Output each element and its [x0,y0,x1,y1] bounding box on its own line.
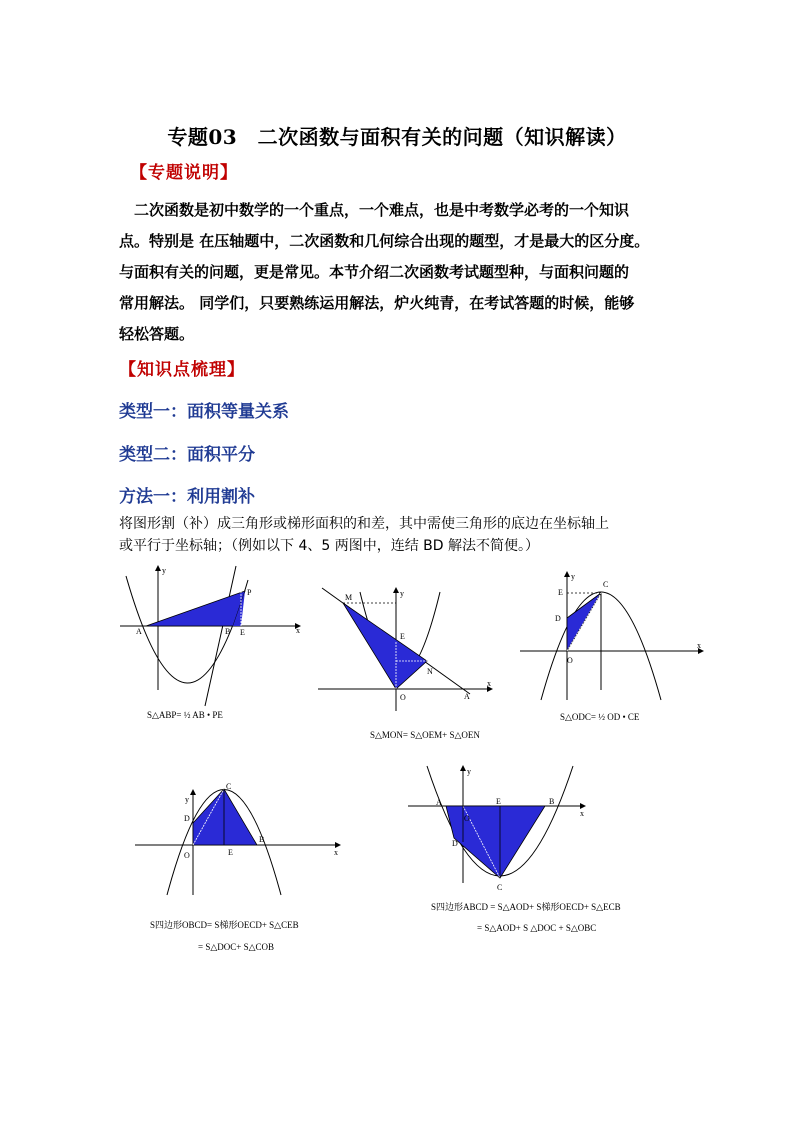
figure-2 [318,588,492,740]
fig5-label-D: D [452,839,458,848]
fig3-label-y: y [571,572,575,581]
fig5-label-A: A [436,798,442,807]
fig2-label-A: A [464,692,470,701]
fig5-label-E: E [496,797,501,806]
figure-1 [120,566,300,720]
fig3-caption: S△ODC= ½ OD • CE [560,712,640,722]
fig2-caption: S△MON= S△OEM+ S△OEN [370,730,480,740]
figure-3 [520,572,703,722]
figure-4 [135,782,340,952]
figure-5 [408,766,621,933]
fig2-label-x: x [487,679,491,688]
fig1-label-y: y [162,566,166,575]
fig5-label-B: B [549,797,555,806]
fig3-label-C: C [603,580,609,589]
fig4-label-C: C [226,782,232,791]
fig5-label-y: y [467,767,471,776]
fig1-caption: S△ABP= ½ AB • PE [147,710,223,720]
fig5-caption-line1: S四边形ABCD = S△AOD+ S梯形OECD+ S△ECB [431,902,621,912]
fig3-label-O: O [567,656,573,665]
fig4-quadrilateral [193,789,257,845]
fig2-label-E: E [400,632,405,641]
fig4-label-D: D [184,814,190,823]
fig5-quadrilateral [446,806,545,878]
fig2-label-O: O [400,693,406,702]
fig1-label-P: P [247,588,252,597]
fig1-label-B: B [225,627,231,636]
fig5-label-O: O [464,814,470,823]
method-line: 将图形割（补）成三角形或梯形面积的和差，其中需使三角形的底边在坐标轴上 [119,516,609,532]
fig4-label-O: O [184,851,190,860]
fig2-label-M: M [345,593,353,602]
intro-line: 轻松答题。 [119,325,195,343]
fig4-label-E: E [228,848,233,857]
intro-line: 二次函数是初中数学的一个重点，一个难点，也是中考数学必考的一个知识 [119,201,630,219]
fig5-caption-line2: = S△AOD+ S △DOC + S△OBC [477,923,597,933]
fig1-label-A: A [136,627,142,636]
fig4-caption-line2: = S△DOC+ S△COB [198,942,275,952]
fig4-label-B: B [259,835,265,844]
page-title: 专题03 二次函数与面积有关的问题（知识解读） [167,125,627,149]
section-heading-knowledge: 【知识点梳理】 [119,360,245,380]
intro-line: 点。特别是 在压轴题中，二次函数和几何综合出现的题型，才是最大的区分度。 [119,232,650,250]
fig3-label-E: E [558,588,563,597]
type2-heading: 类型二：面积平分 [119,445,255,465]
intro-line: 与面积有关的问题，更是常见。本节介绍二次函数考试题型种，与面积问题的 [119,263,630,281]
section-heading-intro: 【专题说明】 [130,163,238,183]
fig5-label-C: C [497,883,503,892]
intro-line: 常用解法。 同学们，只要熟练运用解法，炉火纯青，在考试答题的时候，能够 [119,294,635,312]
fig4-caption-line1: S四边形OBCD= S梯形OECD+ S△CEB [150,920,299,930]
fig1-label-x: x [296,626,300,635]
fig4-label-x: x [334,848,338,857]
fig1-triangle [146,591,245,626]
fig3-label-D: D [555,614,561,623]
fig2-label-N: N [427,667,433,676]
fig1-label-E: E [240,628,245,637]
fig2-triangle [343,603,427,689]
type1-heading: 类型一：面积等量关系 [119,402,289,422]
fig3-label-x: x [697,641,701,650]
fig2-label-y: y [400,589,404,598]
fig5-label-x: x [580,809,584,818]
method-line: 或平行于坐标轴；（例如以下 4、5 两图中，连结 BD 解法不简便。） [119,538,539,554]
method1-heading: 方法一：利用割补 [119,487,255,507]
fig4-label-y: y [185,795,189,804]
